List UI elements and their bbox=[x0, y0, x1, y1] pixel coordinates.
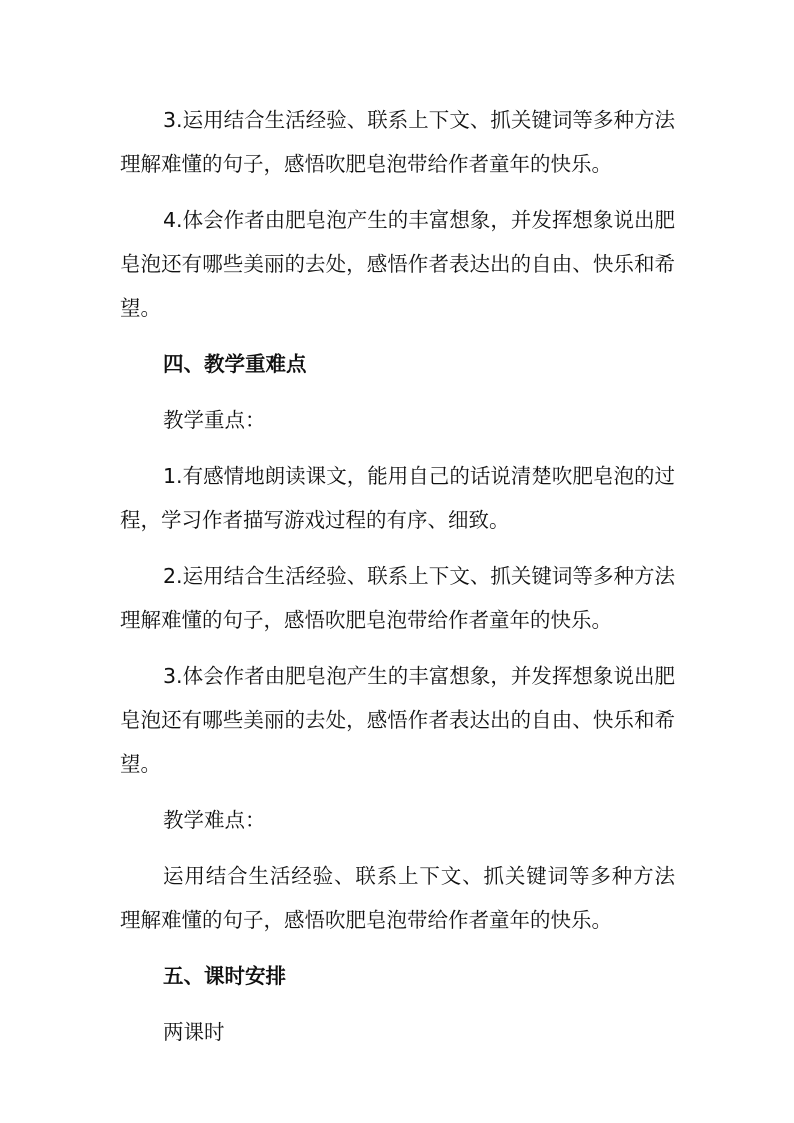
key-point-2: 2.运用结合生活经验、联系上下文、抓关键词等多种方法理解难懂的句子，感悟吹肥皂泡带给作者童年的快乐。 bbox=[120, 564, 675, 632]
lesson-count: 两课时 bbox=[163, 1020, 225, 1044]
difficult-points-label: 教学难点： bbox=[163, 808, 266, 832]
objective-4: 4.体会作者由肥皂泡产生的丰富想象，并发挥想象说出肥皂泡还有哪些美丽的去处，感悟作者表达出的自由、快乐和希望。 bbox=[120, 208, 675, 320]
key-points-label: 教学重点： bbox=[163, 408, 266, 432]
section-heading-5: 五、课时安排 bbox=[163, 964, 286, 988]
document-body bbox=[120, 98, 675, 1066]
difficult-point: 运用结合生活经验、联系上下文、抓关键词等多种方法理解难懂的句子，感悟吹肥皂泡带给作者童年的快乐。 bbox=[120, 864, 675, 932]
section-heading-4: 四、教学重难点 bbox=[163, 352, 307, 376]
key-point-1: 1.有感情地朗读课文，能用自己的话说清楚吹肥皂泡的过程，学习作者描写游戏过程的有序、细致。 bbox=[120, 464, 675, 532]
key-point-3: 3.体会作者由肥皂泡产生的丰富想象，并发挥想象说出肥皂泡还有哪些美丽的去处，感悟作者表达出的自由、快乐和希望。 bbox=[120, 664, 675, 776]
objective-3: 3.运用结合生活经验、联系上下文、抓关键词等多种方法理解难懂的句子，感悟吹肥皂泡带给作者童年的快乐。 bbox=[120, 108, 675, 176]
